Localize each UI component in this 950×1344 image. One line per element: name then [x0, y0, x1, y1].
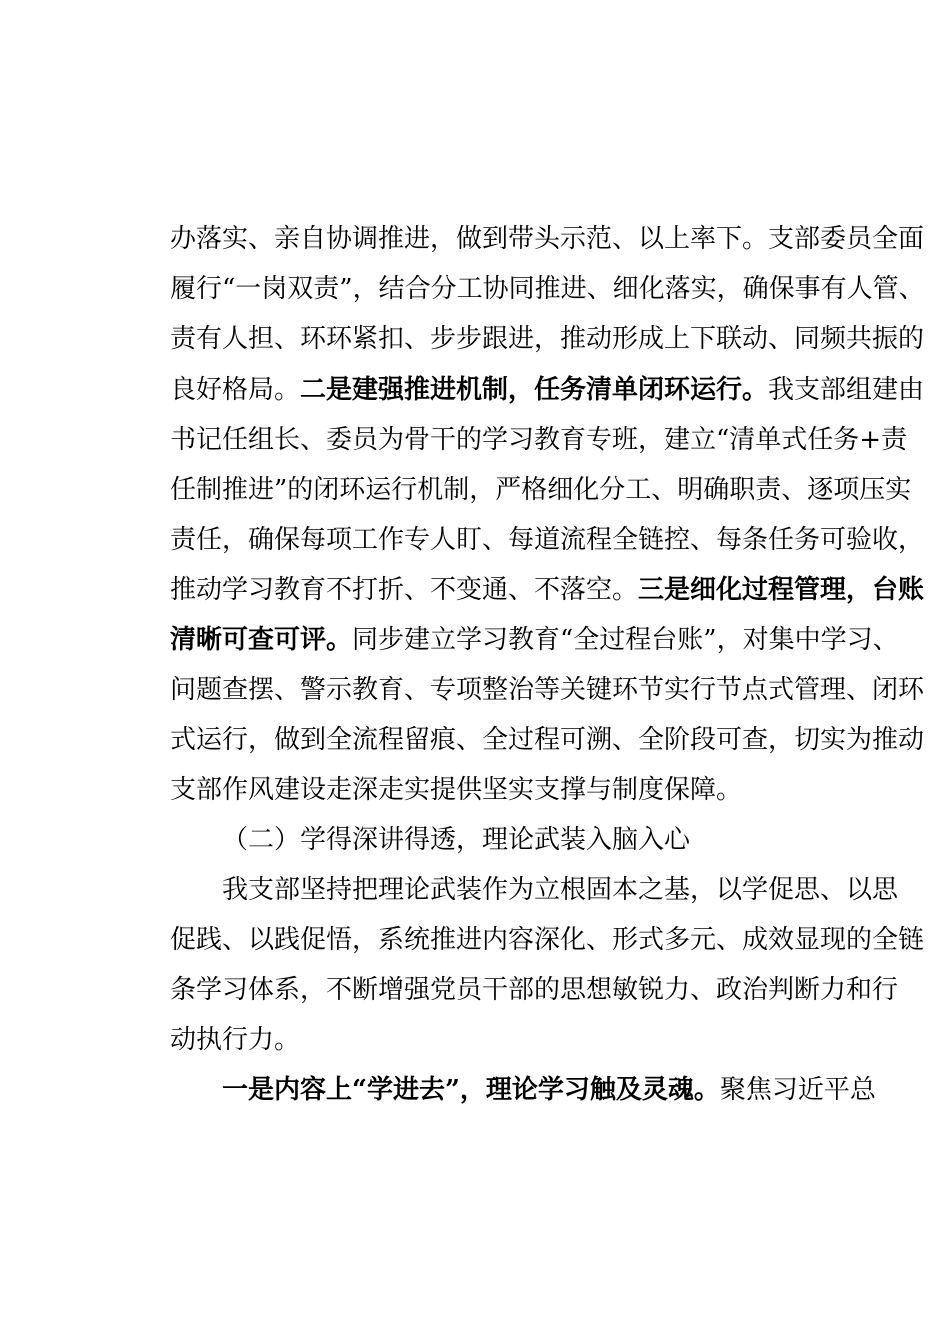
paragraph-line-12: 支部作风建设走深走实提供坚实支撑与制度保障。 — [170, 775, 743, 805]
paragraph-line-15: 促践、以践促悟，系统推进内容深化、形式多元、成效显现的全链 — [170, 925, 925, 955]
paragraph-line-14: 我支部坚持把理论武装作为立根固本之基，以学促思、以思 — [222, 875, 899, 905]
paragraph-line-1: 办落实、亲自协调推进，做到带头示范、以上率下。支部委员全面 — [170, 224, 925, 254]
paragraph-line-18: 一是内容上“学进去”，理论学习触及灵魂。聚焦习近平总 — [222, 1075, 876, 1105]
bold-lead-phrase: 三是细化过程管理，台账 — [638, 575, 925, 605]
paragraph-line-9: 清晰可查可评。同步建立学习教育“全过程台账”，对集中学习、 — [170, 625, 899, 655]
paragraph-line-10: 问题查摆、警示教育、专项整治等关键环节实行节点式管理、闭环 — [170, 675, 925, 705]
bold-lead-phrase: 一是内容上“学进去”，理论学习触及灵魂。 — [222, 1075, 720, 1105]
paragraph-line-8: 推动学习教育不打折、不变通、不落空。三是细化过程管理，台账 — [170, 575, 925, 605]
bold-lead-phrase: 二是建强推进机制，任务清单闭环运行。 — [300, 375, 769, 405]
paragraph-line-6: 任制推进”的闭环运行机制，严格细化分工、明确职责、逐项压实 — [170, 475, 912, 505]
paragraph-line-3: 责有人担、环环紧扣、步步跟进，推动形成上下联动、同频共振的 — [170, 324, 925, 354]
paragraph-line-7: 责任，确保每项工作专人盯、每道流程全链控、每条任务可验收， — [170, 525, 925, 555]
paragraph-line-16: 条学习体系，不断增强党员干部的思想敏锐力、政治判断力和行 — [170, 975, 899, 1005]
section-heading: （二）学得深讲得透，理论武装入脑入心 — [222, 825, 691, 855]
paragraph-line-4: 良好格局。二是建强推进机制，任务清单闭环运行。我支部组建由 — [170, 375, 925, 405]
paragraph-line-2: 履行“一岗双责”，结合分工协同推进、细化落实，确保事有人管、 — [170, 274, 925, 304]
paragraph-line-5: 书记任组长、委员为骨干的学习教育专班，建立“清单式任务+责 — [170, 425, 908, 455]
bold-lead-phrase: 清晰可查可评。 — [170, 625, 353, 655]
paragraph-line-11: 式运行，做到全流程留痕、全过程可溯、全阶段可查，切实为推动 — [170, 725, 925, 755]
paragraph-line-17: 动执行力。 — [170, 1025, 301, 1055]
